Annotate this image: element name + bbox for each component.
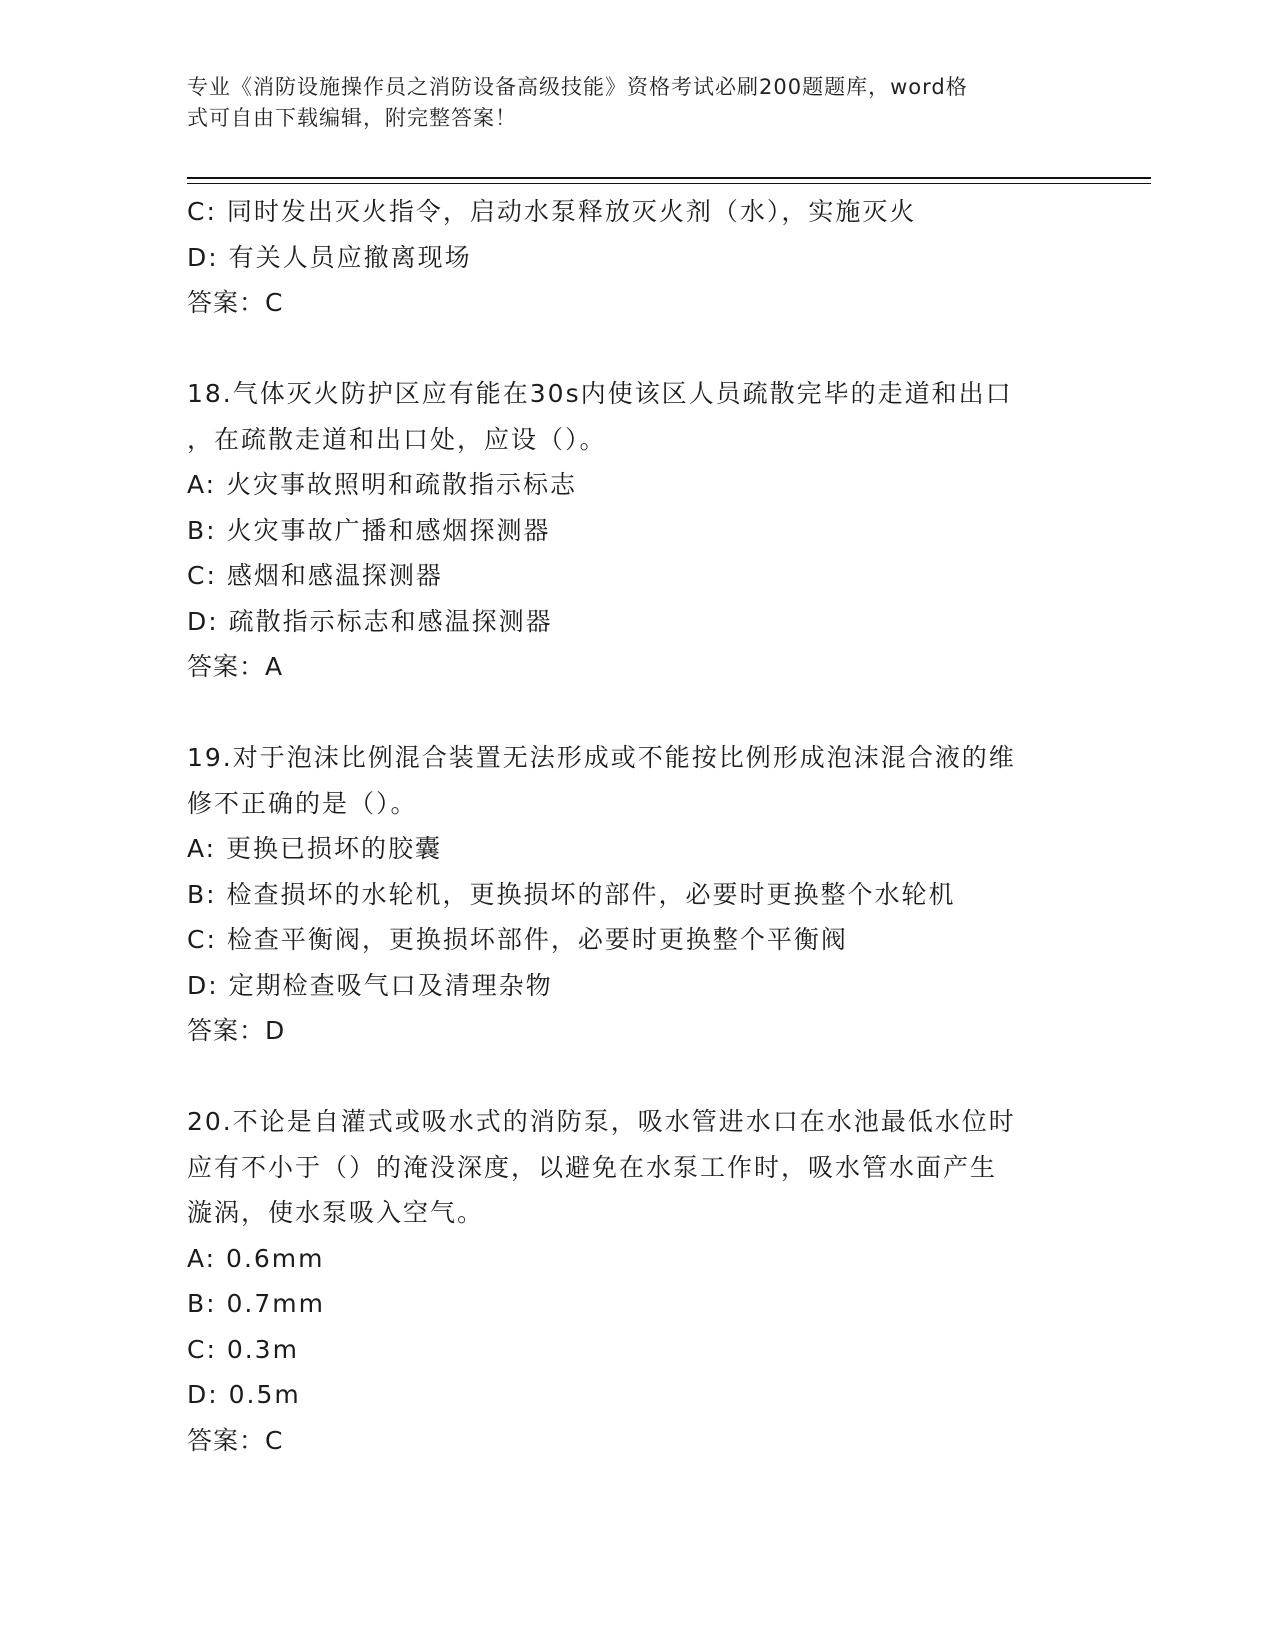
header-line-2: 式可自由下载编辑，附完整答案！ <box>187 106 517 130</box>
document-header <box>187 72 1067 134</box>
question-stem-line: 20.不论是自灌式或吸水式的消防泵，吸水管进水口在水池最低水位时 <box>187 1107 1016 1136</box>
question-stem-line: 18.气体灭火防护区应有能在30s内使该区人员疏散完毕的走道和出口 <box>187 379 1013 408</box>
option-c: C: 0.3m <box>187 1334 299 1364</box>
answer: 答案：D <box>187 1016 286 1045</box>
option-c: C: 感烟和感温探测器 <box>187 561 443 590</box>
option-c: C: 同时发出灭火指令，启动水泵释放灭火剂（水），实施灭火 <box>187 197 917 226</box>
question-20 <box>187 1099 1087 1463</box>
option-d: D: 定期检查吸气口及清理杂物 <box>187 970 553 1000</box>
answer: 答案：A <box>187 652 284 681</box>
question-stem-line: ，在疏散走道和出口处，应设（）。 <box>187 424 607 454</box>
header-divider-thick <box>187 177 1151 179</box>
question-stem-line: 修不正确的是（）。 <box>187 788 418 818</box>
question-list <box>187 189 1087 1463</box>
option-d: D: 0.5m <box>187 1380 301 1409</box>
option-d: D: 疏散指示标志和感温探测器 <box>187 606 553 636</box>
option-a: A: 0.6mm <box>187 1243 325 1273</box>
spacer <box>187 690 1087 736</box>
spacer <box>187 1054 1087 1100</box>
option-a: A: 更换已损坏的胶囊 <box>187 834 443 863</box>
question-stem-line: 应有不小于（）的淹没深度，以避免在水泵工作时，吸水管水面产生 <box>187 1152 998 1182</box>
option-c: C: 检查平衡阀，更换损坏部件，必要时更换整个平衡阀 <box>187 925 848 954</box>
option-b: B: 0.7mm <box>187 1289 325 1318</box>
header-divider-thin <box>187 183 1151 184</box>
question-19 <box>187 735 1087 1054</box>
question-17-continued <box>187 189 1087 326</box>
spacer <box>187 326 1087 372</box>
answer: 答案：C <box>187 1425 284 1455</box>
header-line-1: 专业《消防设施操作员之消防设备高级技能》资格考试必刷200题题库，word格 <box>187 75 968 99</box>
question-stem-line: 19.对于泡沫比例混合装置无法形成或不能按比例形成泡沫混合液的维 <box>187 743 1016 772</box>
option-b: B: 检查损坏的水轮机，更换损坏的部件，必要时更换整个水轮机 <box>187 879 956 909</box>
question-18 <box>187 371 1087 690</box>
option-d: D: 有关人员应撤离现场 <box>187 242 472 272</box>
option-a: A: 火灾事故照明和疏散指示标志 <box>187 470 578 499</box>
option-b: B: 火灾事故广播和感烟探测器 <box>187 515 551 545</box>
question-stem-line: 漩涡，使水泵吸入空气。 <box>187 1198 485 1227</box>
answer: 答案：C <box>187 288 284 317</box>
